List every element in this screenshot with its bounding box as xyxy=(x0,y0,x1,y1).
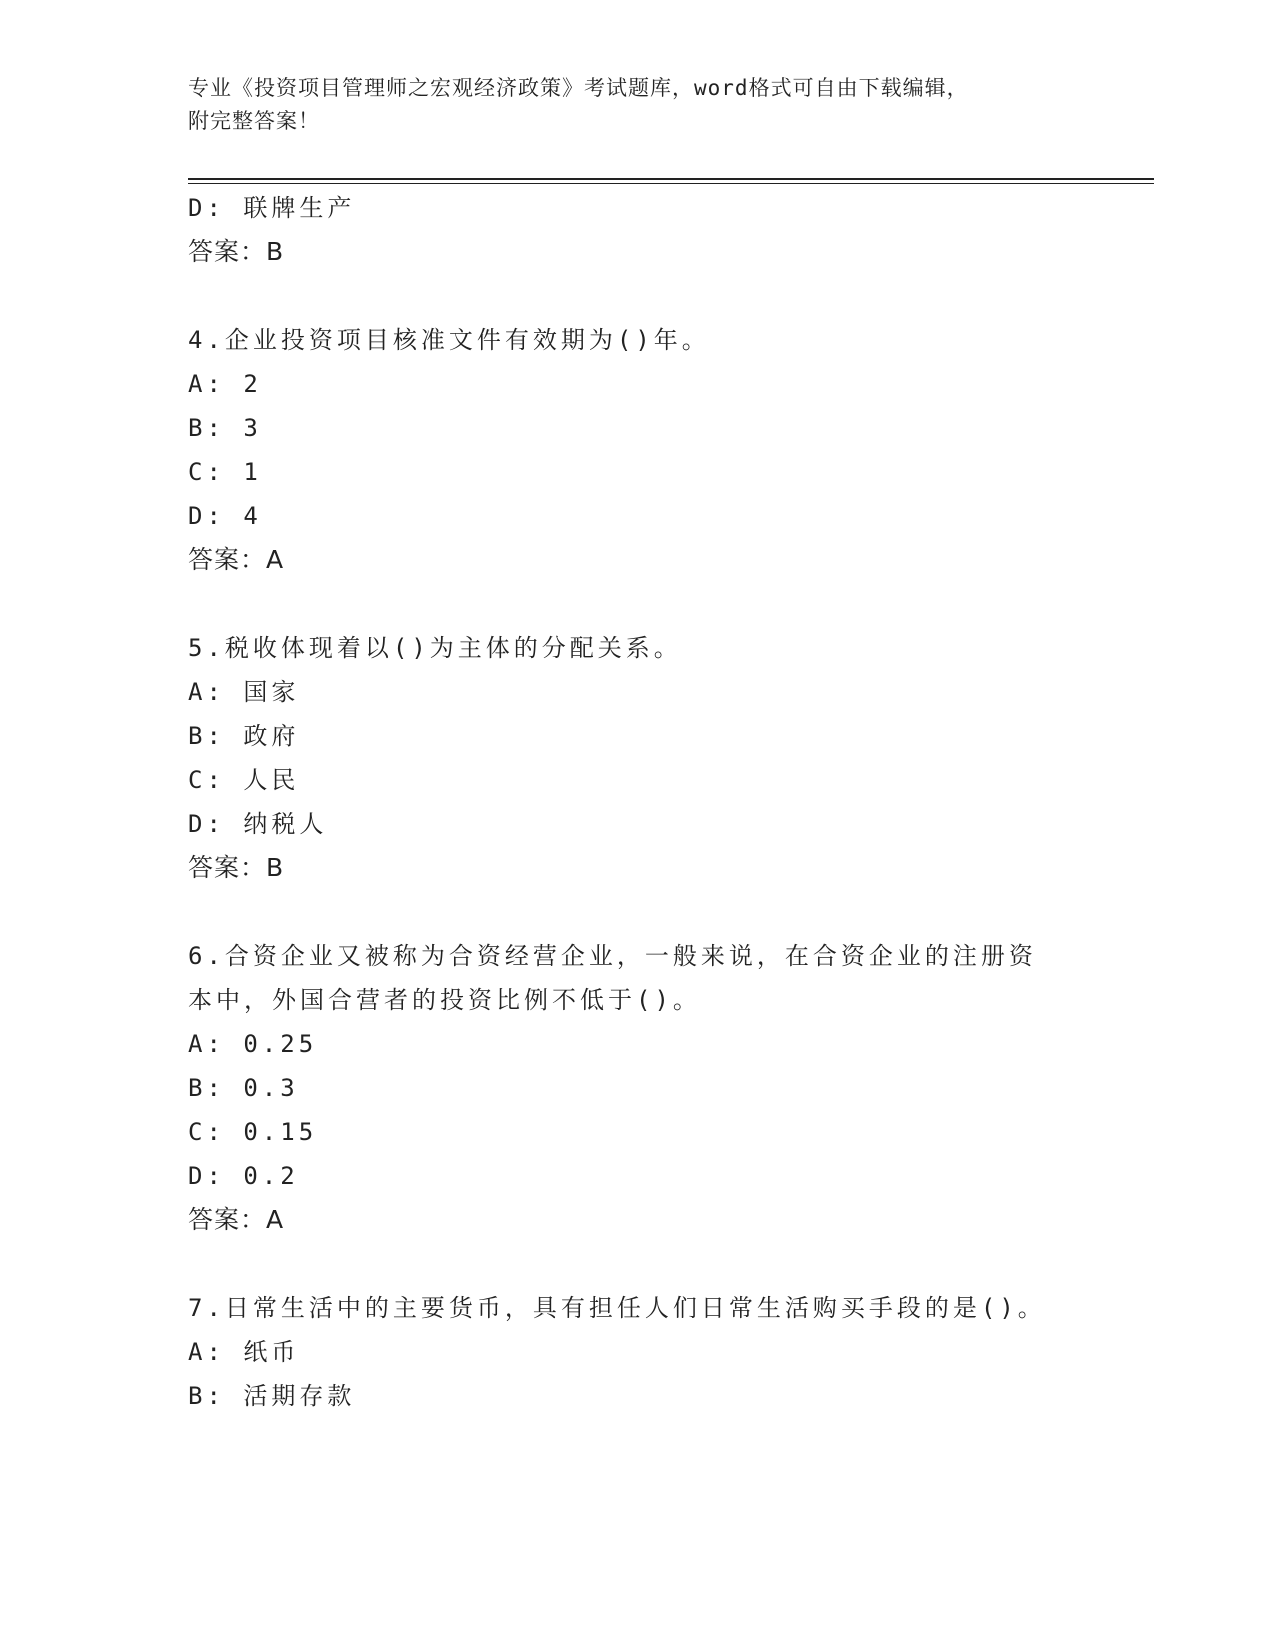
q3-option-d: D: 联牌生产 xyxy=(188,194,356,222)
q4-option-c: C: 1 xyxy=(188,458,262,486)
q7-option-a: A: 纸币 xyxy=(188,1338,300,1366)
q6-option-b: B: 0.3 xyxy=(188,1074,299,1102)
q5-option-d: D: 纳税人 xyxy=(188,810,328,838)
header-line-1: 专业《投资项目管理师之宏观经济政策》考试题库，word格式可自由下载编辑， xyxy=(188,76,969,100)
q5-question: 5.税收体现着以()为主体的分配关系。 xyxy=(188,634,682,662)
header-line-2: 附完整答案！ xyxy=(188,109,320,133)
header-divider-thick xyxy=(188,178,1154,180)
q6-option-a: A: 0.25 xyxy=(188,1030,318,1058)
q4-option-d: D: 4 xyxy=(188,502,262,530)
q7-option-b: B: 活期存款 xyxy=(188,1382,356,1410)
q6-question-line-2: 本中，外国合营者的投资比例不低于()。 xyxy=(188,986,701,1014)
q5-option-a: A: 国家 xyxy=(188,678,300,706)
q7-question: 7.日常生活中的主要货币，具有担任人们日常生活购买手段的是()。 xyxy=(188,1294,1046,1322)
q3-answer: 答案：B xyxy=(188,237,285,266)
q5-option-c: C: 人民 xyxy=(188,766,300,794)
q4-question: 4.企业投资项目核准文件有效期为()年。 xyxy=(188,326,710,354)
q6-option-c: C: 0.15 xyxy=(188,1118,318,1146)
q6-option-d: D: 0.2 xyxy=(188,1162,299,1190)
header-divider-thin xyxy=(188,183,1154,184)
document-header xyxy=(188,72,1088,138)
q5-answer: 答案：B xyxy=(188,853,285,882)
q4-option-a: A: 2 xyxy=(188,370,262,398)
q4-option-b: B: 3 xyxy=(188,414,262,442)
q5-option-b: B: 政府 xyxy=(188,722,300,750)
q4-answer: 答案：A xyxy=(188,545,285,574)
q6-answer: 答案：A xyxy=(188,1205,285,1234)
q6-question-line-1: 6.合资企业又被称为合资经营企业，一般来说，在合资企业的注册资 xyxy=(188,942,1037,970)
